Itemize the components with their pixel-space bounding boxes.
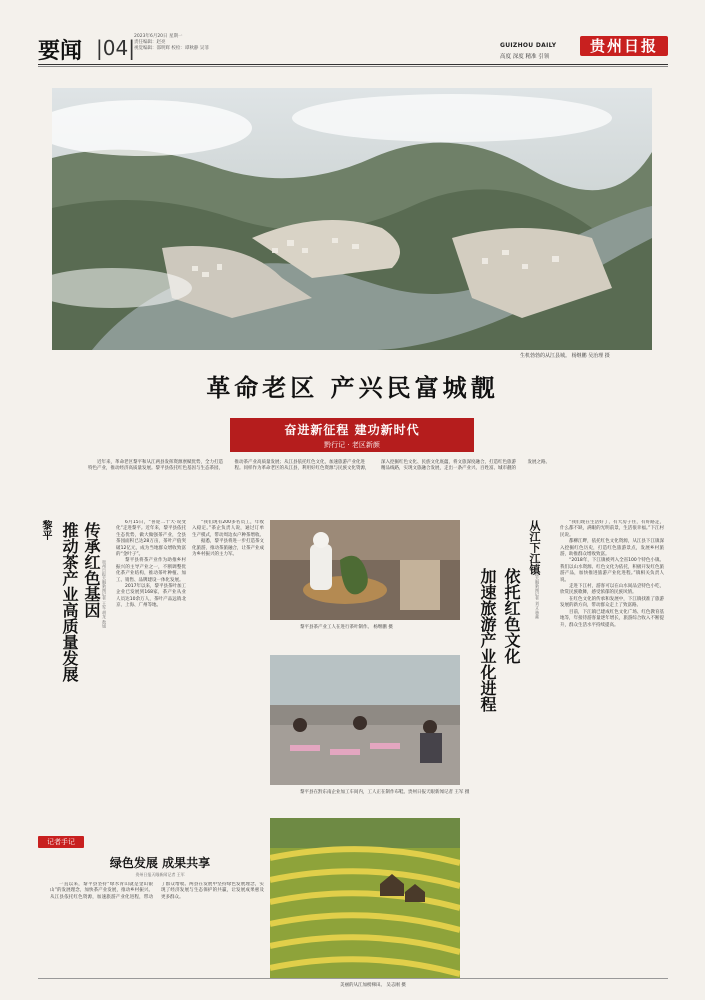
reporter-note-tag: 记者手记: [38, 836, 84, 848]
reporter-note-body: [50, 882, 264, 972]
tea-making-photo: [270, 520, 460, 620]
terraces-photo: [270, 818, 460, 978]
left-story-body-col1: [116, 520, 186, 820]
banner-subtitle: 黔行记 · 老区新颜: [324, 441, 380, 449]
paragraph: 一直以来，黎平县坚持“绿水青山就是金山银山”的发展理念，加快茶产业发展，推动乡村振兴。从江县依托红色资源，加速旅游产业化进程，带动了群众增收。两县在发展中坚持绿色发展理念，实现了经济发展与生态保护的共赢，让发展成果惠及更多群众。: [50, 882, 264, 900]
meta-line: 责任编辑：赵亮: [134, 40, 166, 45]
lead-paragraph: 近年来，革命老区黎平和从江两县发挥资源禀赋优势，全力打造特色产业，推动经济高质量发展。黎平县依托红色基因与生态茶园，推动茶产业高质量发展；从江县依托红色文化，加速旅游产业化进程。同样作为革命老区的从江县，利用好红色资源与民族文化资源，深入挖掘红色文化、民族文化底蕴，将文旅深度融合，打造红色旅游精品线路，实现文旅融合发展，走出一条产业兴、百姓富、城市靓的发展之路。: [88, 460, 550, 472]
workshop-illustration: [270, 655, 460, 785]
left-title-line-2: 推动茶产业高质量发展: [60, 522, 79, 682]
place-label: 黎平: [40, 520, 51, 540]
tea-making-illustration: [270, 520, 460, 620]
paragraph: “我们现有200多名员工，年收入稳定。”茶企负责人说，通过订单生产模式，带动周边农户种茶增收。: [192, 520, 264, 538]
paragraph: “我们现在生活好了，有大房子住，有好路走，什么都不缺，满眼的光明前景，生活很幸福。”下江村民说。: [560, 520, 664, 538]
right-title-line-1: 依托红色文化: [502, 568, 521, 664]
section-title: 要闻: [38, 38, 83, 64]
paragraph: 走进下江村，游客可以在山水间品尝特色小吃，欣赏民族歌舞，感受浓郁的民族风情。: [560, 584, 664, 596]
aerial-photo-illustration: [52, 88, 652, 350]
header-rule-thin: [38, 66, 668, 67]
banner-title: 奋进新征程 建功新时代: [284, 423, 420, 437]
top-photo-caption: 生机勃勃的从江县城。 杨继鹏 吴治理 摄: [520, 353, 610, 359]
paragraph: 在红色文化的传承和发展中，下江镇找准了旅游发展的新方向，带动群众走上了致富路。: [560, 596, 664, 609]
reporter-note-byline: 贵州日报天眼新闻记者 王军: [135, 872, 185, 877]
aerial-town-photo: [52, 88, 652, 350]
right-story-body: [560, 520, 664, 960]
workshop-photo: [270, 655, 460, 785]
image-a-caption: 黎平县茶产业工人在进行茶叶制作。 杨继鹏 摄: [300, 625, 393, 630]
paper-slogan: 高度 深度 精准 引领: [500, 54, 550, 60]
paragraph: 6月15日，“喜迎二十大·说变化”走进黎平。近年来，黎平县依托生态优势，做大做强茶产业，全县茶园面积已达28万亩，茶叶产值突破12亿元，成为当地群众增收致富的“金叶子”。: [116, 520, 186, 558]
paragraph: 都柳江畔，依托红色文化资源，从江县下江镇深入挖掘红色历史，打造红色旅游景点，发展乡村旅游，助推群众增收致富。: [560, 539, 664, 558]
image-c-caption: 美丽的从江加榜梯田。 吴志刚 摄: [340, 983, 406, 988]
paragraph: 据悉，黎平县将进一步打造茶文化旅游，推动茶旅融合，让茶产业成为乡村振兴的主力军。: [192, 539, 264, 558]
footer-rule: [38, 978, 668, 979]
right-title-line-2: 加速旅游产业化进程: [478, 568, 497, 712]
series-banner: [230, 418, 474, 452]
left-story-place: [38, 520, 53, 540]
paragraph: 2017年以来，黎平县茶叶加工企业已发展到168家，茶产业从业人员达10余万人，茶叶产品远销北京、上海、广州等地。: [116, 584, 186, 609]
header-rule: [38, 64, 668, 65]
meta-line: 2023年6月20日 星期一: [134, 34, 183, 39]
image-b-caption: 黎平县在黔东南企业加工车间内，工人正在制作布鞋。贵州日报天眼新闻记者 王军 摄: [300, 790, 470, 795]
paragraph: 黎平县将茶产业作为助推乡村振兴的主导产业之一，不断调整优化茶产业结构，推动茶叶种植、加工、销售、品牌建设一体化发展。: [116, 558, 186, 583]
page-number: |04|: [96, 36, 135, 60]
terraces-illustration: [270, 818, 460, 978]
paper-name-english: GUIZHOU DAILY: [500, 42, 557, 49]
left-story-title: [60, 522, 100, 682]
paper-logo: 贵州日报: [580, 36, 668, 56]
reporter-note-title: 绿色发展 成果共享: [109, 856, 211, 870]
left-story-byline: 贵州日报天眼新闻记者 王军 胡龙 敖旭: [102, 560, 107, 628]
main-headline: 革命老区 产兴民富城靓: [206, 373, 499, 402]
paragraph: “2018年，下江镇被列入全省100个特色小镇。我们以山水资源、红色文化为依托，积极开发红色旅游产品，加快推进旅游产业化进程。”镇相关负责人说。: [560, 558, 664, 583]
right-story-title: [478, 520, 542, 712]
left-title-line-1: 传承红色基因: [82, 522, 101, 618]
paragraph: 目前，下江镇已建成红色文化广场、红色教育基地等，年接待游客量逐年增长，旅游综合收入不断提升，群众生活水平持续提高。: [560, 609, 664, 628]
meta-line: 视觉编辑：邵明辉 校检：谭秋静 吴菲: [134, 46, 209, 51]
right-place-label: 从江下江镇: [528, 520, 541, 575]
right-story-byline: 贵州日报天眼新闻记者 刘义 骆鑫: [535, 560, 540, 619]
left-story-body-col2: [192, 520, 264, 820]
edition-meta: [134, 34, 264, 52]
